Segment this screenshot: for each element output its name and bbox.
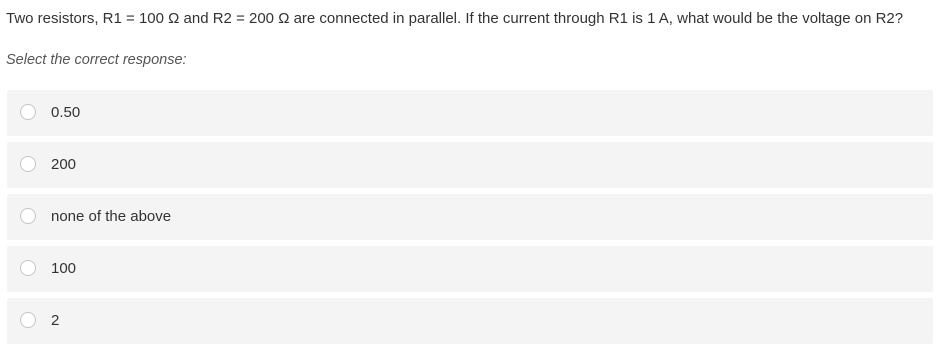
- answer-option[interactable]: [7, 298, 933, 344]
- answer-option[interactable]: [7, 142, 933, 188]
- answer-options: [7, 90, 933, 350]
- option-label: 2: [51, 312, 60, 329]
- option-label: 0.50: [51, 104, 81, 121]
- answer-option[interactable]: [7, 246, 933, 292]
- question-text: Two resistors, R1 = 100 Ω and R2 = 200 Ω are connected in parallel. If the current through R1 is 1 A, what would be the voltage on R2?: [6, 10, 904, 27]
- option-label: 100: [51, 260, 77, 277]
- answer-option[interactable]: [7, 194, 933, 240]
- radio-button[interactable]: [20, 312, 36, 328]
- radio-button[interactable]: [20, 208, 36, 224]
- radio-button[interactable]: [20, 156, 36, 172]
- instruction-text: Select the correct response:: [6, 52, 187, 68]
- option-label: 200: [51, 156, 77, 173]
- radio-button[interactable]: [20, 104, 36, 120]
- option-label: none of the above: [51, 208, 172, 225]
- radio-button[interactable]: [20, 260, 36, 276]
- answer-option[interactable]: [7, 90, 933, 136]
